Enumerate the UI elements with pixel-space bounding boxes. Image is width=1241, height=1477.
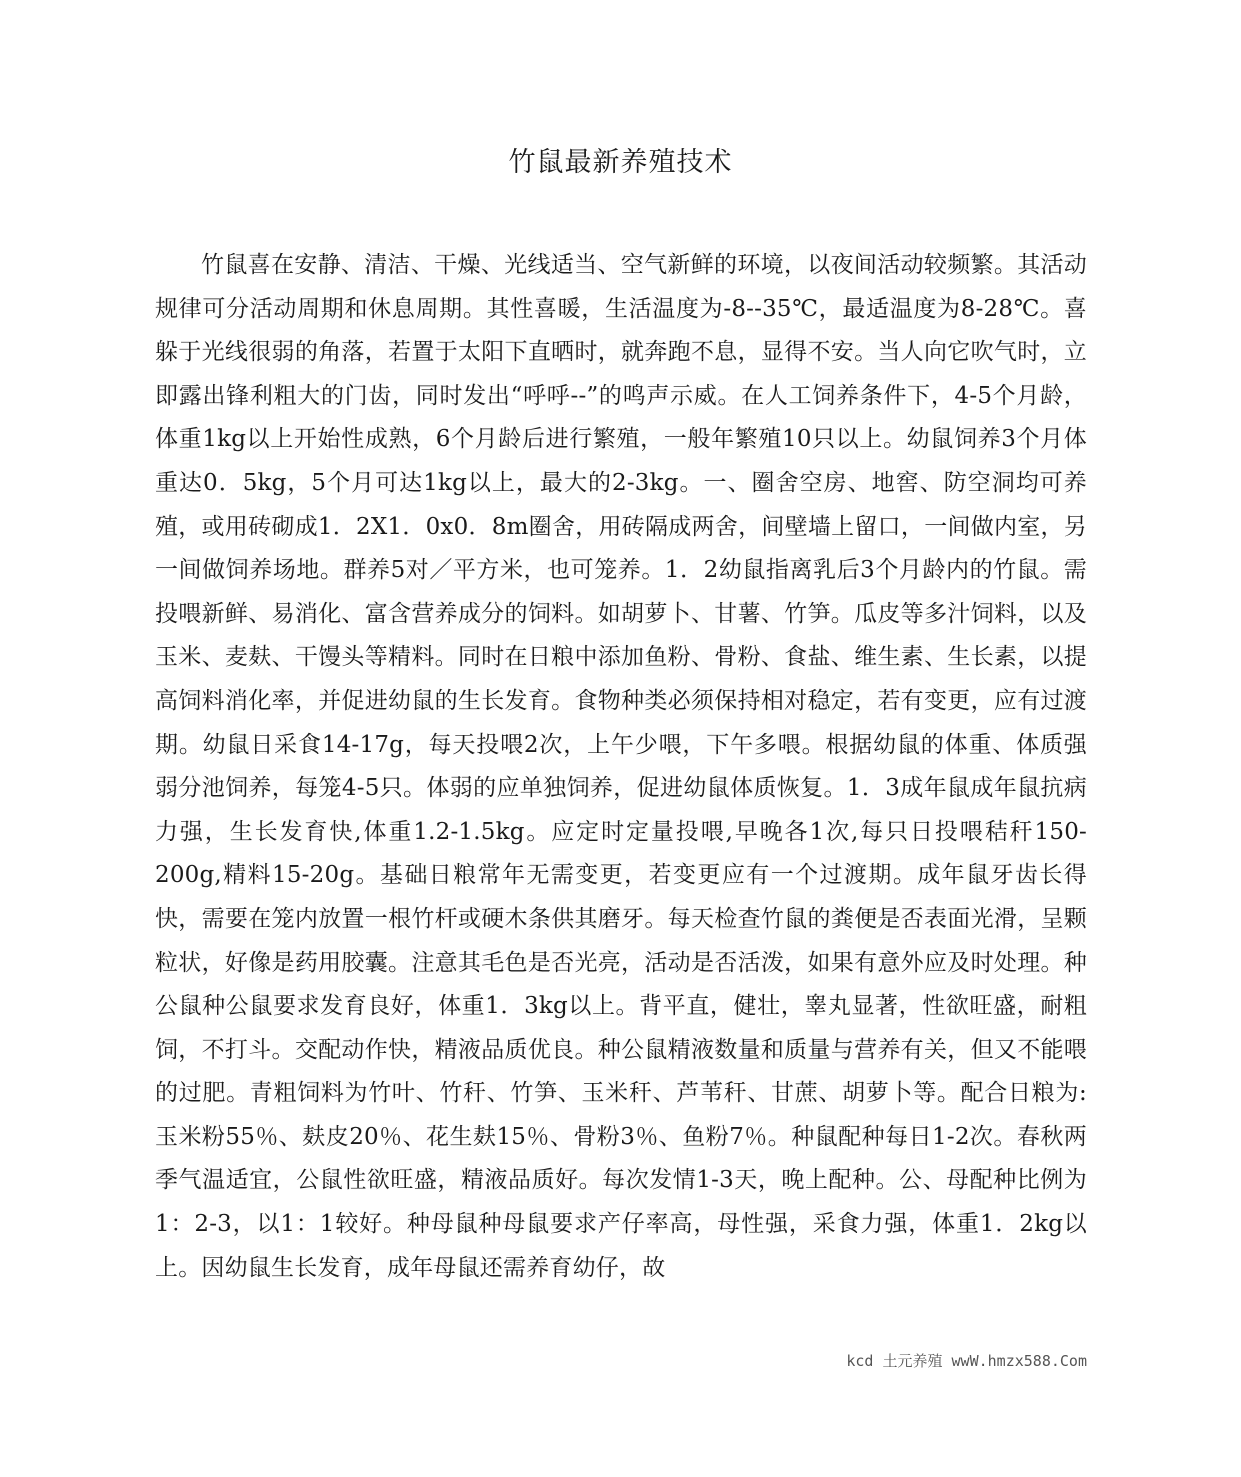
body-paragraph: 竹鼠喜在安静、清洁、干燥、光线适当、空气新鲜的环境，以夜间活动较频繁。其活动规律可分活动周期和休息周期。其性喜暖，生活温度为-8--35℃，最适温度为8-28℃。喜躲于光线很弱的角落，若置于太阳下直晒时，就奔跑不息，显得不安。当人向它吹气时，立即露出锋利粗大的门齿，同时发出“呼呼--”的鸣声示威。在人工饲养条件下，4-5个月龄，体重1kg以上开始性成熟，6个月龄后进行繁殖，一般年繁殖10只以上。幼鼠饲养3个月体重达0．5kg，5个月可达1kg以上，最大的2-3kg。一、圈舍空房、地窖、防空洞均可养殖，或用砖砌成1．2X1．0x0．8m圈舍，用砖隔成两舍，间壁墙上留口，一间做内室，另一间做饲养场地。群养5对／平方米，也可笼养。1．2幼鼠指离乳后3个月龄内的竹鼠。需投喂新鲜、易消化、富含营养成分的饲料。如胡萝卜、甘薯、竹笋。瓜皮等多汁饲料，以及玉米、麦麸、干馒头等精料。同时在日粮中添加鱼粉、骨粉、食盐、维生素、生长素，以提高饲料消化率，并促进幼鼠的生长发育。食物种类必须保持相对稳定，若有变更，应有过渡期。幼鼠日采食14-17g，每天投喂2次，上午少喂，下午多喂。根据幼鼠的体重、体质强弱分池饲养，每笼4-5只。体弱的应单独饲养，促进幼鼠体质恢复。1．3成年鼠成年鼠抗病力强，生长发育快,体重1.2-1.5kg。应定时定量投喂,早晚各1次,每只日投喂秸秆150-200g,精料15-20g。基础日粮常年无需变更，若变更应有一个过渡期。成年鼠牙齿长得快，需要在笼内放置一根竹杆或硬木条供其磨牙。每天检查竹鼠的粪便是否表面光滑，呈颗粒状，好像是药用胶囊。注意其毛色是否光亮，活动是否活泼，如果有意外应及时处理。种公鼠种公鼠要求发育良好，体重1．3kg以上。背平直，健壮，睾丸显著，性欲旺盛，耐粗饲，不打斗。交配动作快，精液品质优良。种公鼠精液数量和质量与营养有关，但又不能喂的过肥。青粗饲料为竹叶、竹秆、竹笋、玉米秆、芦苇秆、甘蔗、胡萝卜等。配合日粮为:玉米粉55％、麸皮20％、花生麸15％、骨粉3％、鱼粉7％。种鼠配种每日1-2次。春秋两季气温适宜，公鼠性欲旺盛，精液品质好。每次发情1-3天，晚上配种。公、母配种比例为1：2-3，以1：1较好。种母鼠种母鼠要求产仔率高，母性强，采食力强，体重1．2kg以上。因幼鼠生长发育，成年母鼠还需养育幼仔，故 [155, 252, 1087, 1281]
page-title: 竹鼠最新养殖技术 [508, 147, 733, 178]
footer-watermark: kcd 土元养殖 wwW.hmzx588.Com [846, 1352, 1087, 1370]
